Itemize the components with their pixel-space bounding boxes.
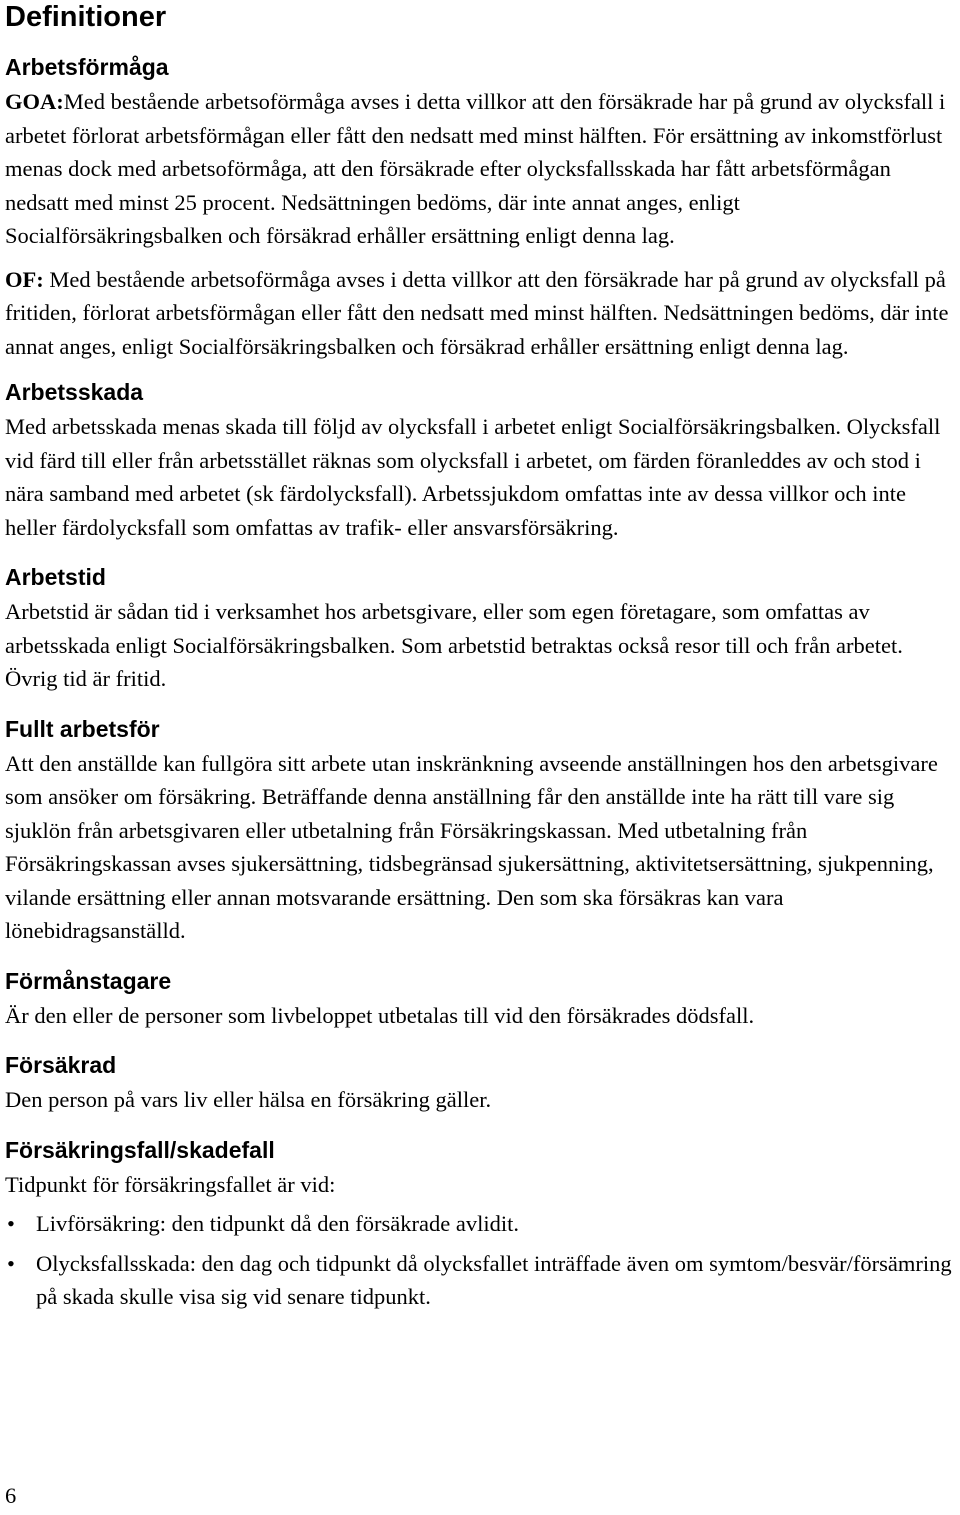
page-number: 6	[5, 1483, 17, 1508]
section-heading-arbetsformaga: Arbetsförmåga	[5, 54, 169, 80]
list-item	[5, 1247, 957, 1313]
list-item	[5, 1207, 957, 1240]
paragraph-fullt-arbetsfor: Att den anställde kan fullgöra sitt arbete utan inskränkning avseende anställningen hos den arbetsgivare som ansöker om försäkring. Beträffande denna anställning får den anställde inte ha rätt till vare sig sjuklön från arbetsgivaren eller utbetalning från Försäkringskassan. Med utbetalning från Försäkringskassan avses sjukersättning, tidsbegränsad sjukersättning, aktivitetsersättning, sjukpenning, vilande ersättning eller annan motsvarande ersättning. Den som ska försäkras kan vara lönebidragsanställd.	[5, 750, 938, 943]
goa-label: GOA:	[5, 89, 64, 114]
section-formanstagare	[5, 966, 957, 1033]
section-arbetsformaga	[5, 52, 957, 363]
of-label: OF:	[5, 266, 44, 292]
bullet-icon: •	[7, 1251, 15, 1276]
section-heading-formanstagare: Förmånstagare	[5, 967, 172, 994]
paragraph-arbetstid: Arbetstid är sådan tid i verksamhet hos arbetsgivare, eller som egen företagare, som omfattas av arbetsskada enligt Socialförsäkringsbalken. Som arbetstid betraktas också resor till och från arbetet. Övrig tid är fritid.	[5, 599, 903, 691]
document-page	[5, 0, 957, 1320]
section-heading-arbetsskada: Arbetsskada	[5, 379, 144, 405]
paragraph-forsakrad: Den person på vars liv eller hälsa en försäkring gäller.	[5, 1087, 492, 1112]
section-forsakringsfall	[5, 1135, 957, 1314]
paragraph-forsakringsfall-intro: Tidpunkt för försäkringsfallet är vid:	[5, 1171, 336, 1197]
section-heading-arbetstid: Arbetstid	[5, 564, 106, 590]
page-title: Definitioner	[5, 1, 167, 33]
section-fullt-arbetsfor	[5, 714, 957, 948]
section-heading-forsakringsfall: Försäkringsfall/skadefall	[5, 1136, 275, 1163]
list-item-text: Livförsäkring: den tidpunkt då den försäkrade avlidit.	[36, 1211, 519, 1236]
goa-text: Med bestående arbetsoförmåga avses i detta villkor att den försäkrade har på grund av olycksfall i arbetet förlorat arbetsförmågan eller fått den nedsatt med minst hälften. För ersättning av inkomstförlust menas dock med arbetsoförmåga, att den försäkrade efter olycksfallsskada har fått arbetsförmågan nedsatt med minst 25 procent. Nedsättningen bedöms, där inte annat anges, enligt Socialförsäkringsbalken och försäkrad erhåller ersättning enligt denna lag.	[5, 89, 946, 248]
section-heading-fullt-arbetsfor: Fullt arbetsför	[5, 715, 160, 742]
section-forsakrad	[5, 1050, 957, 1117]
paragraph-arbetsskada: Med arbetsskada menas skada till följd av olycksfall i arbetet enligt Socialförsäkringsbalken. Olycksfall vid färd till eller från arbetsstället räknas som olycksfall i arbetet, om färden föranleddes av och stod i nära samband med arbetet (sk färdolycksfall). Arbetssjukdom omfattas inte av dessa villkor och inte heller färdolycksfall som omfattas av trafik- eller ansvarsförsäkring.	[5, 414, 941, 540]
bullet-icon: •	[7, 1211, 15, 1236]
paragraph-goa	[5, 85, 957, 253]
forsakringsfall-list	[5, 1207, 957, 1313]
section-arbetstid	[5, 562, 957, 696]
paragraph-of	[5, 263, 957, 364]
list-item-text: Olycksfallsskada: den dag och tidpunkt då olycksfallet inträffade även om symtom/besvär/försämring på skada skulle visa sig vid senare tidpunkt.	[36, 1251, 952, 1309]
section-heading-forsakrad: Försäkrad	[5, 1052, 117, 1078]
paragraph-formanstagare: Är den eller de personer som livbeloppet utbetalas till vid den försäkrades dödsfall.	[5, 1002, 755, 1028]
section-arbetsskada	[5, 377, 957, 544]
of-text: Med bestående arbetsoförmåga avses i detta villkor att den försäkrade har på grund av olycksfall på fritiden, förlorat arbetsförmågan eller fått den nedsatt med minst hälften. Nedsättningen bedöms, där inte annat anges, enligt Socialförsäkringsbalken och försäkrad erhåller ersättning enligt denna lag.	[5, 266, 949, 359]
